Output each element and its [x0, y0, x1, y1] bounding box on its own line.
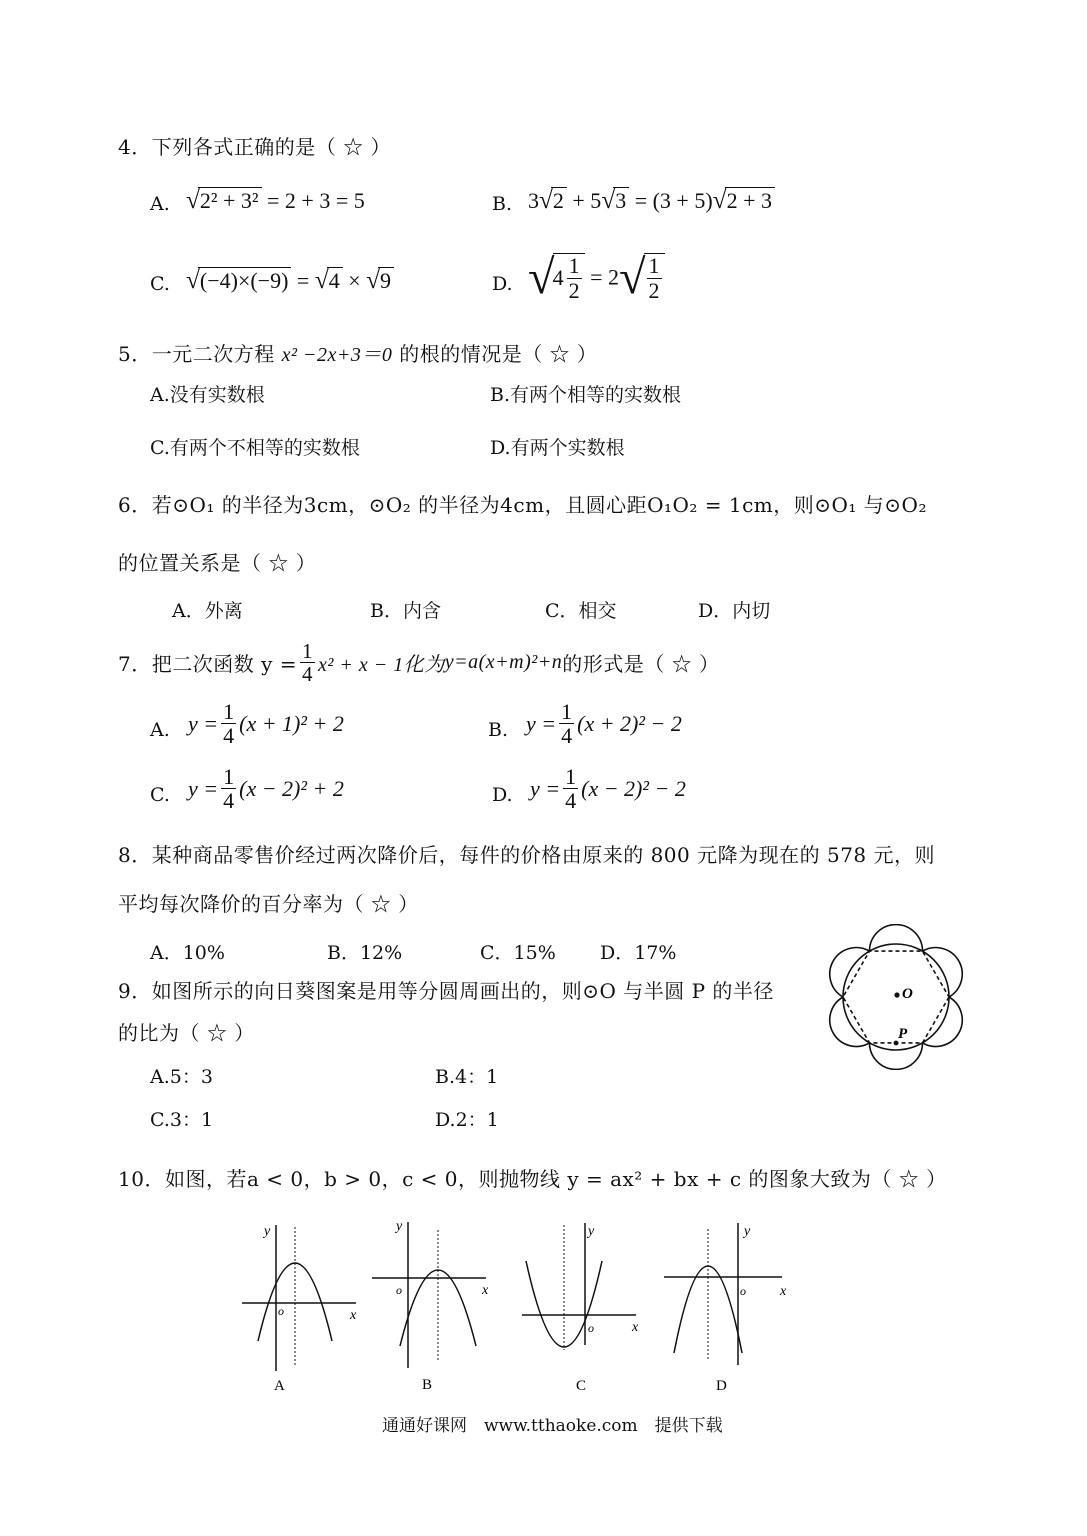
q9-stem-line2: 的比为（ ☆ ） — [118, 1021, 255, 1045]
q6-option-b: B．内含 — [370, 600, 441, 622]
q9-option-b: B.4：1 — [435, 1066, 499, 1088]
graph-b-label: B — [422, 1377, 433, 1393]
graph-d-x-label: x — [780, 1284, 787, 1299]
q5-option-d: D.有两个实数根 — [490, 437, 625, 459]
graph-d — [660, 1215, 795, 1405]
q4-option-a-label: A. — [150, 193, 170, 215]
graph-a-label: A — [274, 1378, 285, 1394]
q6-stem-line2: 的位置关系是（ ☆ ） — [118, 551, 317, 575]
q7-option-a-label: A. — [150, 719, 170, 741]
graph-d-y-label: y — [744, 1224, 751, 1239]
q4-option-b-label: B. — [492, 193, 513, 215]
q7-option-b-expr: y = $\frac{1}{4}$ (x + 2)² − 2 — [526, 699, 682, 749]
q7-option-d-expr: y = $\frac{1}{4}$ (x − 2)² − 2 — [530, 764, 686, 814]
graph-c-label: C — [576, 1378, 587, 1394]
q7-option-b-label: B. — [488, 719, 509, 741]
graph-a-origin: o — [278, 1304, 284, 1318]
q8-option-a: A．10% — [150, 942, 225, 964]
q4-option-a-expr: √2² + 3² = 2 + 3 = 5 — [186, 186, 365, 214]
q8-option-c: C．15% — [480, 942, 556, 964]
q7-option-d-label: D. — [492, 784, 513, 806]
q8-option-b: B．12% — [327, 942, 403, 964]
q8-stem-line2: 平均每次降价的百分率为（ ☆ ） — [118, 892, 419, 916]
graph-b — [368, 1212, 498, 1402]
q8-option-d: D．17% — [600, 942, 677, 964]
graph-b-origin: o — [396, 1283, 402, 1297]
q10-stem: 10．如图，若a < 0，b > 0，c < 0，则抛物线 y = ax² + bx + c 的图象大致为（ ☆ ） — [118, 1167, 947, 1191]
q6-option-d: D．内切 — [698, 600, 771, 622]
graph-d-origin: o — [740, 1284, 746, 1298]
graph-b-x-label: x — [482, 1283, 489, 1298]
center-o-dot — [894, 992, 899, 997]
q6-option-c: C．相交 — [545, 600, 617, 622]
q7-option-c-label: C. — [150, 784, 170, 806]
page-footer: 通通好课网 www.tthaoke.com 提供下载 — [382, 1416, 723, 1436]
graph-a-x-label: x — [350, 1308, 357, 1323]
q4-option-b-expr: 3√2 + 5√3 = (3 + 5)√2 + 3 — [528, 186, 775, 215]
q4-stem: 4．下列各式正确的是（ ☆ ） — [118, 135, 391, 159]
sunflower-figure — [826, 924, 966, 1070]
q6-option-a: A．外离 — [172, 600, 243, 622]
q9-stem-line1: 9．如图所示的向日葵图案是用等分圆周画出的，则⊙O 与半圆 P 的半径 — [118, 979, 774, 1003]
q9-option-a: A.5：3 — [150, 1066, 213, 1088]
q7-option-a-expr: y = $\frac{1}{4}$ (x + 1)² + 2 — [188, 699, 344, 749]
q5-option-c: C.有两个不相等的实数根 — [150, 437, 360, 459]
q5-option-b: B.有两个相等的实数根 — [490, 384, 682, 406]
q8-stem-line1: 8．某种商品零售价经过两次降价后，每件的价格由原来的 800 元降为现在的 578 元，则 — [118, 843, 936, 867]
graph-c-x-label: x — [632, 1320, 639, 1335]
graph-c-origin: o — [588, 1321, 594, 1335]
graph-d-label: D — [716, 1378, 727, 1394]
q4-option-c-label: C. — [150, 273, 170, 295]
label-p: P — [898, 1026, 908, 1042]
q7-option-c-expr: y = $\frac{1}{4}$ (x − 2)² + 2 — [188, 764, 344, 814]
graph-a-y-label: y — [264, 1224, 271, 1239]
graph-a-parabola — [258, 1263, 332, 1341]
q4-option-c-expr: √(−4)×(−9) = √4 × √9 — [186, 266, 394, 295]
q5-stem: 5．一元二次方程 x² −2x+3＝0 的根的情况是（ ☆ ） — [118, 342, 598, 366]
graph-b-y-label: y — [396, 1219, 403, 1234]
graph-c-y-label: y — [588, 1224, 595, 1239]
q7-stem: 7．把二次函数 y = $\frac{1}{4}$ x² + x − 1化为 y=a(x+m)²+n 的形式是（ ☆ ） — [118, 639, 720, 687]
graph-c — [518, 1215, 648, 1405]
q9-option-d: D.2：1 — [435, 1109, 499, 1131]
q5-option-a: A.没有实数根 — [150, 384, 265, 406]
label-o: O — [902, 986, 913, 1002]
q4-option-d-expr: √ 4 $\frac{1}{2}$ = 2√ $\frac{1}{2}$ — [528, 250, 665, 305]
q9-option-c: C.3：1 — [150, 1109, 214, 1131]
graph-a — [238, 1215, 368, 1405]
q6-stem-line1: 6．若⊙O₁ 的半径为3cm，⊙O₂ 的半径为4cm，且圆心距O₁O₂ = 1cm，则⊙O₁ 与⊙O₂ — [118, 493, 927, 517]
q4-option-d-label: D. — [492, 273, 513, 295]
